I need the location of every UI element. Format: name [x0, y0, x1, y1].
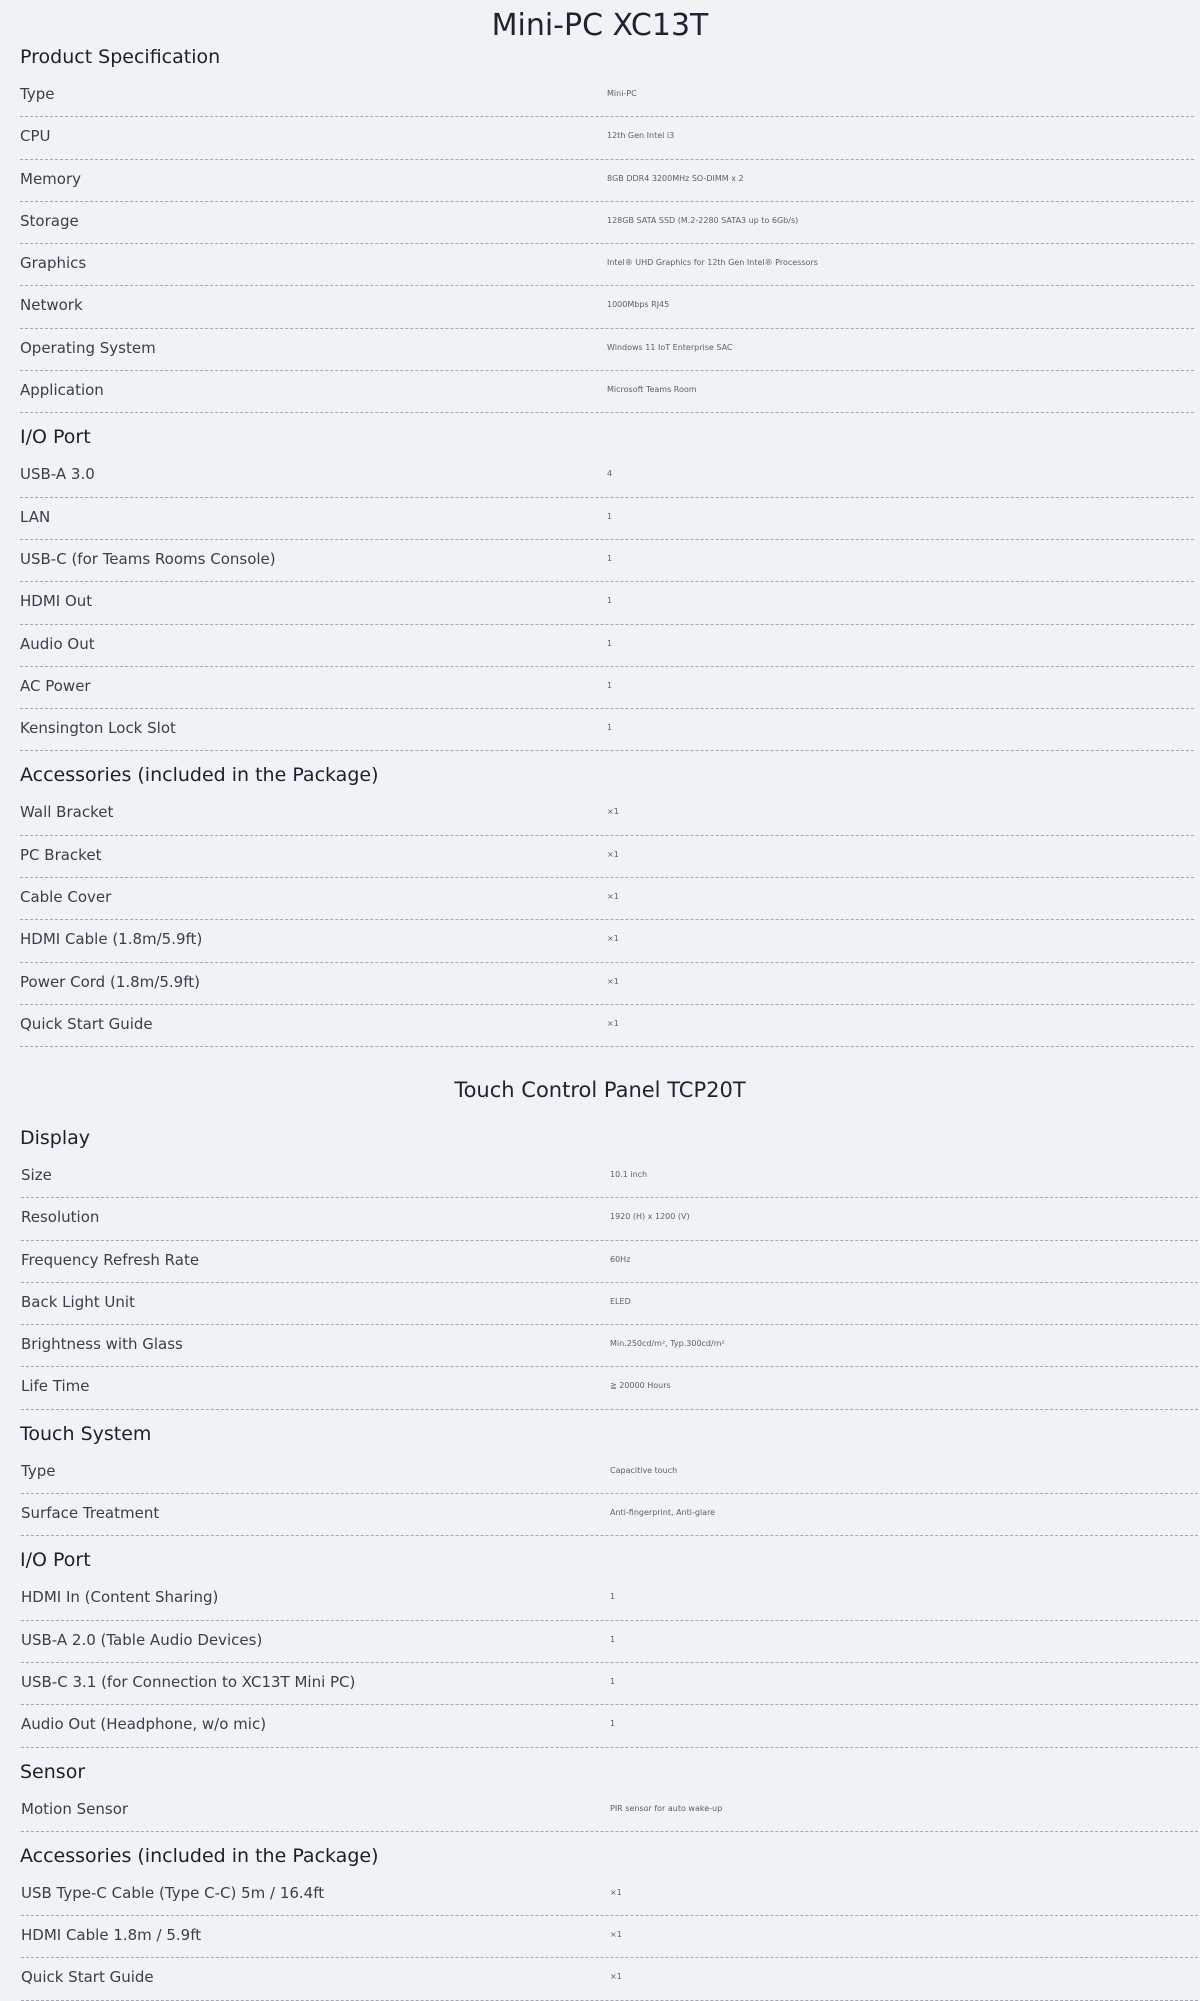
spec-label: USB Type-C Cable (Type C-C) 5m / 16.4ft: [21, 1883, 325, 1902]
spec-label: Application: [20, 381, 104, 400]
spec-row: [21, 1241, 1198, 1283]
spec-row: [21, 1325, 1198, 1367]
spec-label: Quick Start Guide: [21, 1968, 154, 1987]
spec-value: Mini-PC: [607, 89, 637, 98]
spec-row: [21, 1452, 1198, 1494]
spec-row: [20, 963, 1194, 1005]
spec-row: [21, 1958, 1198, 2000]
spec-value: 1920 (H) x 1200 (V): [610, 1212, 690, 1222]
spec-row: [20, 160, 1194, 202]
spec-value: Windows 11 IoT Enterprise SAC: [607, 342, 733, 352]
section-heading: I/O Port: [20, 426, 91, 449]
product-title-mini-pc: Mini-PC XC13T: [491, 8, 709, 43]
spec-label: CPU: [20, 127, 51, 146]
spec-label: USB-A 3.0: [20, 465, 95, 484]
spec-row: [20, 498, 1194, 540]
spec-value: PIR sensor for auto wake-up: [610, 1803, 723, 1813]
spec-value: 1: [607, 723, 613, 733]
spec-label: Storage: [20, 211, 79, 230]
spec-label: USB-C (for Teams Rooms Console): [20, 549, 276, 568]
spec-label: HDMI Cable 1.8m / 5.9ft: [21, 1926, 202, 1945]
spec-label: Type: [21, 1461, 56, 1480]
section-heading: Accessories (included in the Package): [20, 764, 379, 787]
spec-row: [20, 625, 1194, 667]
spec-value: 1: [607, 680, 613, 690]
spec-value: ×1: [607, 934, 619, 944]
spec-value: 1: [607, 511, 613, 521]
spec-row: [20, 117, 1194, 159]
spec-row: [20, 540, 1194, 582]
spec-value: 60Hz: [610, 1254, 631, 1264]
spec-value: ×1: [607, 849, 619, 859]
spec-label: Resolution: [21, 1208, 100, 1227]
section-heading: Display: [20, 1127, 91, 1149]
spec-label: Power Cord (1.8m/5.9ft): [20, 972, 200, 991]
spec-value: 1000Mbps RJ45: [607, 300, 670, 310]
spec-value: Anti-fingerprint, Anti-glare: [610, 1508, 716, 1518]
section-heading: Accessories (included in the Package): [20, 1844, 379, 1867]
spec-value: ×1: [607, 976, 619, 986]
section-heading: I/O Port: [20, 1549, 91, 1572]
spec-row: [21, 1283, 1198, 1325]
spec-label: Graphics: [20, 254, 87, 273]
spec-row: [21, 1621, 1198, 1663]
spec-row: [21, 1705, 1198, 1747]
spec-block-mini-pc: [0, 43, 1200, 1047]
spec-row: [20, 202, 1194, 244]
spec-value: 4: [607, 469, 613, 479]
spec-label: AC Power: [20, 676, 91, 695]
spec-label: Frequency Refresh Rate: [21, 1250, 200, 1269]
spec-value: 1: [610, 1719, 616, 1729]
spec-label: Wall Bracket: [20, 803, 114, 822]
spec-label: HDMI Out: [20, 592, 93, 611]
spec-label: Motion Sensor: [21, 1799, 129, 1818]
spec-value: 1: [607, 596, 613, 606]
spec-value: 10.1 inch: [610, 1170, 648, 1179]
spec-value: Min.250cd/m², Typ.300cd/m²: [610, 1339, 725, 1349]
spec-value: 1: [607, 553, 613, 563]
spec-label: USB-A 2.0 (Table Audio Devices): [21, 1630, 263, 1649]
spec-label: LAN: [20, 507, 51, 526]
spec-label: Audio Out (Headphone, w/o mic): [21, 1715, 267, 1734]
spec-row: [21, 1494, 1198, 1536]
spec-row: [20, 286, 1194, 328]
spec-value: 128GB SATA SSD (M.2-2280 SATA3 up to 6Gb/s): [607, 215, 799, 225]
spec-label: Back Light Unit: [21, 1292, 135, 1311]
spec-row: [20, 329, 1194, 371]
spec-label: USB-C 3.1 (for Connection to XC13T Mini PC): [21, 1672, 356, 1691]
spec-value: 1: [610, 1676, 616, 1686]
spec-value: ×1: [610, 1972, 622, 1982]
spec-value: ×1: [607, 807, 619, 817]
spec-label: Brightness with Glass: [21, 1335, 183, 1354]
spec-value: 1: [607, 638, 613, 648]
spec-label: Kensington Lock Slot: [20, 719, 176, 738]
spec-value: ELED: [610, 1296, 631, 1306]
product-title-touch-panel: Touch Control Panel TCP20T: [454, 1078, 746, 1102]
spec-value: Intel® UHD Graphics for 12th Gen Intel® Processors: [607, 258, 818, 268]
section-heading: Sensor: [20, 1760, 86, 1783]
spec-label: Type: [20, 85, 55, 103]
spec-row: [21, 1367, 1198, 1409]
spec-value: Capacitive touch: [610, 1465, 678, 1475]
spec-label: PC Bracket: [20, 845, 102, 864]
spec-row: [21, 1916, 1198, 1958]
spec-block-touch-panel: [0, 1124, 1200, 2001]
spec-value: Microsoft Teams Room: [607, 385, 697, 395]
spec-row: [20, 793, 1194, 835]
spec-row: [21, 1874, 1198, 1916]
spec-label: Cable Cover: [20, 888, 112, 907]
spec-label: Network: [20, 296, 83, 315]
spec-value: 1: [610, 1592, 616, 1602]
spec-label: Audio Out: [20, 634, 95, 653]
spec-label: Quick Start Guide: [20, 1014, 153, 1033]
spec-row: [20, 1005, 1194, 1047]
spec-row: [20, 582, 1194, 624]
spec-row: [20, 920, 1194, 962]
spec-row: [20, 836, 1194, 878]
spec-label: Size: [21, 1166, 52, 1184]
spec-row: [20, 455, 1194, 497]
spec-label: Surface Treatment: [21, 1504, 160, 1523]
spec-row: [20, 371, 1194, 413]
spec-row: [21, 1198, 1198, 1240]
spec-value: 8GB DDR4 3200MHz SO-DIMM x 2: [607, 173, 744, 183]
spec-value: ×1: [607, 1018, 619, 1028]
spec-row: [21, 1578, 1198, 1620]
spec-value: ×1: [610, 1887, 622, 1897]
spec-row: [20, 709, 1194, 751]
spec-row: [20, 667, 1194, 709]
section-heading: Touch System: [20, 1422, 152, 1445]
spec-label: HDMI In (Content Sharing): [21, 1588, 219, 1607]
spec-row: [21, 1156, 1198, 1198]
spec-row: [20, 244, 1194, 286]
spec-value: 1: [610, 1634, 616, 1644]
spec-label: Life Time: [21, 1377, 90, 1396]
spec-row: [21, 1663, 1198, 1705]
spec-value: ×1: [607, 892, 619, 902]
spec-label: Memory: [20, 169, 82, 188]
spec-row: [20, 878, 1194, 920]
section-heading: Product Specification: [20, 46, 221, 68]
spec-row: [21, 1790, 1198, 1832]
spec-label: HDMI Cable (1.8m/5.9ft): [20, 930, 203, 949]
spec-row: [20, 75, 1194, 117]
spec-label: Operating System: [20, 338, 156, 357]
spec-value: ×1: [610, 1930, 622, 1940]
spec-value: ≧ 20000 Hours: [610, 1381, 671, 1391]
spec-value: 12th Gen Intel i3: [607, 131, 675, 141]
